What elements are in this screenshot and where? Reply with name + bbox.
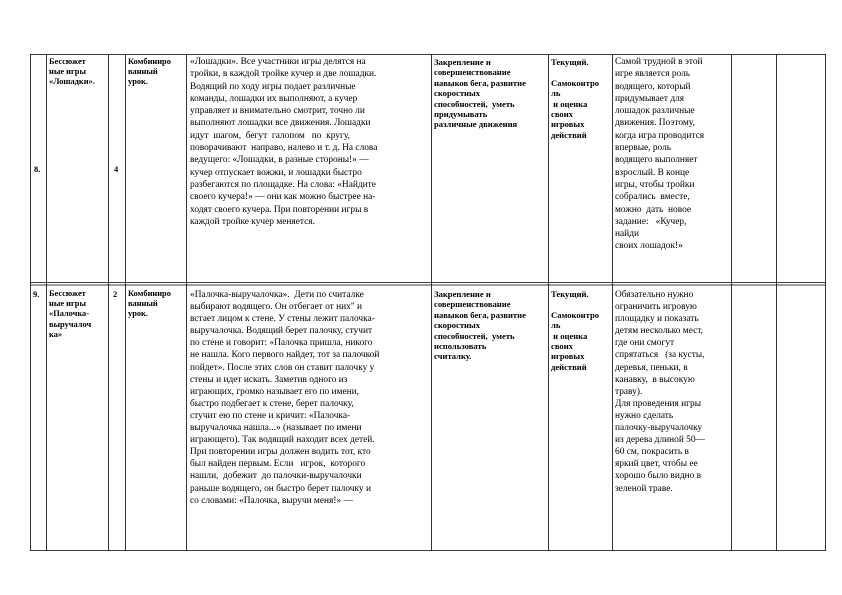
game-description: «Лошадки». Все участники игры делятся на тройки, в каждой тройке кучер и две лошадки. Водящий по ходу игры подает различные команды, лошадки их выполняют, а кучер управляет и внимательно смотрит, точно ли выполняют лошадки все движения. Лошадки идут шагом, бегут галопом по кругу, поворачивают направо, налево и т. д. На слова ведущего: «Лошадки, в разные стороны!» — кучер отпускает вожжи, и лошадки быстро разбегаются по площадке. На слова: «Найдите своего кучера!» — они как можно быстрее на- ходят своего кучера. При повторении игры в каждой тройке кучер меняется. (190, 57, 378, 227)
lesson-type: Комбиниро ванный урок. (128, 57, 171, 87)
game-name: Бессюжет ные игры «Палочка- выручалоч ка» (49, 289, 92, 339)
game-description: «Палочка-выручалочка». Дети по считалке выбирают водящего. Он отбегает от них" и встает лицом к стене. У стены лежит палочка- выручалочка. Водящий берет палочку, стучит по стене и говорит: «Палочка пришла, никого не нашла. Кого первого найдет, тот за палочкой пойдет». После этих слов он ставит палочку у стены и идет искать. Заметив одного из играющих, громко называет его по имени, быстро подбегает к стене, берет палочку, стучит ею по стене и кричит: «Палочка- выручалочка нашла...» (называет по имени играющего). Так водящий находит всех детей. При повторении игры должен водить тот, кто был найден первым. Если игрок, которого нашли, добежит до палочки-выручалочки раньше водящего, он быстро берет палочку и со словами: «Палочка, выручи меня!» — (190, 290, 380, 506)
teacher-remarks: Обязательно нужно ограничить игровую площадку и показать детям несколько мест, где они смогут спрятаться (за кусты, деревья, пеньки, в канавку, в высокую траву). Для проведения игры нужно сделать палочку-выручалочку из дерева длиной 50— 60 см, покрасить в яркий цвет, чтобы ее хорошо было видно в зеленой траве. (615, 290, 705, 494)
lesson-type: Комбиниро ванный урок. (128, 289, 171, 319)
control-type: Текущий. Самоконтро ль и оценка своих игровых действий (551, 289, 600, 372)
game-name: Бессюжет ные игры «Лошадки». (49, 57, 95, 87)
objectives: Закрепление и совершенствование навыков бега, развитие скоростных способностей, уметь использовать считалку. (434, 289, 526, 362)
row-number: 9. (33, 289, 40, 299)
row-number: 8. (34, 164, 41, 174)
hours-count: 4 (114, 164, 119, 174)
teacher-remarks: Самой трудной в этой игре является роль водящего, который придумывает для лошадок различные движения. Поэтому, когда игра проводится впервые, роль водящего выполняет взрослый. В конце игры, чтобы тройки собрались вместе, можно дать новое задание: «Кучер, найди своих лошадок!» (615, 57, 705, 252)
hours-count: 2 (113, 289, 118, 299)
objectives: Закрепление и совершенствование навыков бега, развитие скоростных способностей, уметь придумывать различные движения (434, 57, 526, 130)
control-type: Текущий. Самоконтро ль и оценка своих игровых действий (551, 57, 600, 140)
